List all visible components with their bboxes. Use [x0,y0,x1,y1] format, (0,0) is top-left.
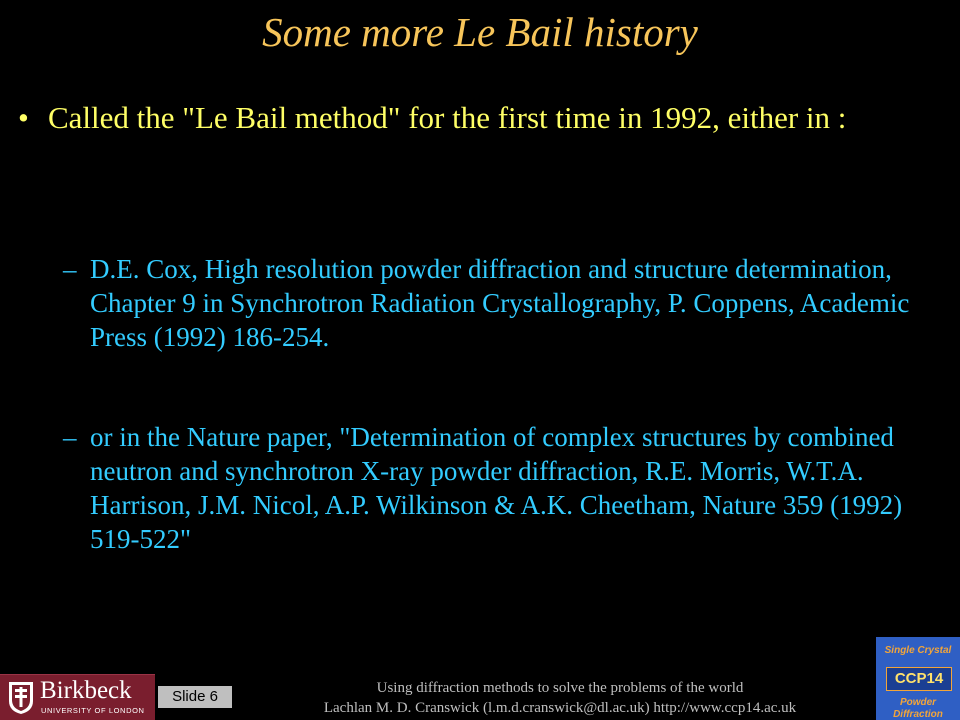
sub-bullet-text: D.E. Cox, High resolution powder diffraction and structure determination, Chapter 9 in Synchrotron Radiation Crystallography, P. Coppens, Academic Press (1992) 186-254. [90,254,910,352]
ccp14-logo [876,637,960,720]
slide-number: Slide 6 [158,686,232,708]
dash-icon: – [63,422,77,452]
footer-line-1: Using diffraction methods to solve the problems of the world [376,680,744,696]
sub-bullet-text: or in the Nature paper, "Determination of complex structures by combined neutron and synchrotron X-ray powder diffraction, R.E. Morris, W.T.A. Harrison, J.M. Nicol, A.P. Wilkinson & A.K. Cheetham, Nature 359 (1992) 519-522" [90,422,903,554]
dash-icon: – [63,254,77,284]
logo-subtitle: UNIVERSITY OF LONDON [41,706,145,715]
footer-line-2: Lachlan M. D. Cranswick (l.m.d.cranswick@dl.ac.uk) http://www.ccp14.ac.uk [323,700,797,716]
bullet-text: Called the "Le Bail method" for the first time in 1992, either in : [48,100,847,135]
slide-title: Some more Le Bail history [262,9,698,55]
logo-name: Birkbeck [40,677,132,704]
ccp14-bottom-text: Powder Diffraction [893,697,943,720]
slide-footer [245,678,875,718]
ccp14-top-text: Single Crystal [884,645,952,656]
birkbeck-crest-icon [8,681,34,715]
bullet-dot-icon: • [18,100,29,135]
ccp14-name: CCP14 [886,667,952,691]
birkbeck-logo [0,674,155,720]
